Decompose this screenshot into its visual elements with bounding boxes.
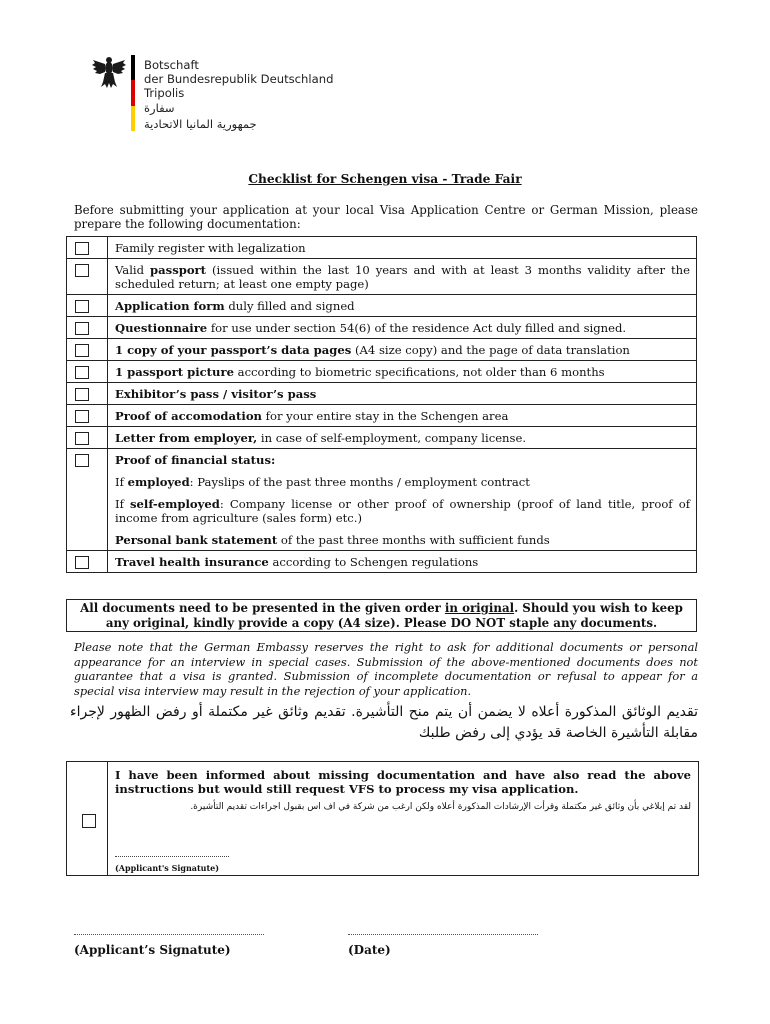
- checkbox[interactable]: [75, 264, 89, 277]
- checklist-row: [67, 295, 697, 317]
- signature-label: (Applicant's Signatute): [115, 863, 220, 873]
- notice-underlined: in original: [444, 601, 515, 615]
- item-bank-statement: Personal bank statement: [115, 533, 278, 547]
- item-self-employed-bold: self-employed: [130, 497, 220, 511]
- divider: [107, 762, 108, 875]
- item-text: duly filled and signed: [224, 299, 355, 313]
- embassy-name-line1: Botschaft: [144, 58, 199, 72]
- item-text: according to Schengen regulations: [268, 555, 479, 569]
- signature-line[interactable]: [115, 856, 229, 857]
- checkbox[interactable]: [75, 454, 89, 467]
- acknowledgment-arabic: لقد تم إبلاغي بأن وثائق غير مكتملة وقرأت الإرشادات المذكورة أعلاه ولكن ارغب من شركة في اف اس بقبول اجراءات تقديم التأشيرة.: [190, 802, 691, 812]
- item-employed-details: : Payslips of the past three months / employment contract: [189, 475, 530, 489]
- applicant-signature-label: (Applicant’s Signatute): [74, 943, 231, 957]
- applicant-signature-line[interactable]: [74, 934, 264, 935]
- acknowledgment-box: [66, 761, 699, 876]
- checkbox[interactable]: [75, 410, 89, 423]
- item-health-insurance: Travel health insurance: [115, 555, 269, 569]
- item-employed-bold: employed: [127, 475, 190, 489]
- acknowledgment-text: I have been informed about missing documentation and have also read the above instructions but would still request VFS to process my visa application.: [115, 768, 691, 796]
- item-self-employed-details: : Company license or other proof of ownership (proof of land title, proof of income from agriculture (sales form) etc.): [115, 497, 691, 525]
- item-application-form: Application form: [115, 299, 225, 313]
- item-text: Valid: [115, 263, 151, 277]
- item-text: for use under section 54(6) of the residence Act duly filled and signed.: [207, 321, 627, 335]
- checklist-row: [67, 449, 697, 551]
- checklist-row: [67, 405, 697, 427]
- item-text: (A4 size copy) and the page of data translation: [351, 343, 630, 357]
- checkbox[interactable]: [75, 432, 89, 445]
- checklist-row: [67, 339, 697, 361]
- item-family-register: Family register with legalization: [115, 241, 306, 255]
- intro-text: Before submitting your application at your local Visa Application Centre or German Mission, please prepare the following documentation:: [74, 203, 698, 231]
- item-text: If: [115, 497, 131, 511]
- item-text: for your entire stay in the Schengen area: [261, 409, 509, 423]
- checklist-row: [67, 361, 697, 383]
- page-title: Checklist for Schengen visa - Trade Fair: [248, 172, 522, 186]
- checklist-row: [67, 383, 697, 405]
- notice-text: All documents need to be presented in the given order: [80, 601, 445, 615]
- item-financial-status: Proof of financial status:: [115, 453, 276, 467]
- item-passport-bold: passport: [150, 263, 207, 277]
- item-passport-picture: 1 passport picture: [115, 365, 234, 379]
- federal-eagle-icon: [92, 54, 126, 90]
- acknowledgment-checkbox[interactable]: [82, 814, 96, 828]
- item-questionnaire: Questionnaire: [115, 321, 208, 335]
- item-accomodation: Proof of accomodation: [115, 409, 262, 423]
- checklist-row: [67, 551, 697, 573]
- item-text: in case of self-employment, company license.: [257, 431, 527, 445]
- item-text: according to biometric specifications, not older than 6 months: [233, 365, 605, 379]
- date-label: (Date): [348, 943, 391, 957]
- checkbox[interactable]: [75, 344, 89, 357]
- checklist-row: [67, 427, 697, 449]
- item-exhibitor-pass: Exhibitor’s pass / visitor’s pass: [115, 387, 317, 401]
- embassy-name-line2: der Bundesrepublik Deutschland: [144, 72, 334, 86]
- item-passport-details: (issued within the last 10 years and with at least 3 months validity after the scheduled return; at least one empty page): [115, 263, 690, 291]
- checklist-row: [67, 237, 697, 259]
- checkbox[interactable]: [75, 300, 89, 313]
- checkbox[interactable]: [75, 322, 89, 335]
- checklist-table: [66, 236, 697, 573]
- arabic-disclaimer: تقديم الوثائق المذكورة أعلاه لا يضمن أن يتم منح التأشيرة. تقديم وثائق غير مكتملة أو رفض الظهور لإجراء مقابلة التأشيرة الخاصة قد يؤدي إلى رفض طلبك: [70, 704, 698, 741]
- checkbox[interactable]: [75, 242, 89, 255]
- embassy-arabic-line2: جمهورية المانيا الاتحادية: [144, 117, 257, 131]
- item-employer-letter: Letter from employer,: [115, 431, 258, 445]
- checkbox[interactable]: [75, 556, 89, 569]
- checklist-row: [67, 317, 697, 339]
- original-documents-notice: [66, 599, 697, 632]
- embassy-disclaimer: Please note that the German Embassy reserves the right to ask for additional documents or personal appearance for an interview in special cases. Submission of the above-mentioned documents does not guarantee that a visa is granted. Submission of incomplete documentation or refusal to appear for a special visa interview may result in the rejection of your application.: [74, 640, 698, 698]
- embassy-city: Tripolis: [144, 86, 185, 100]
- flag-stripe: [131, 55, 135, 131]
- date-line[interactable]: [348, 934, 538, 935]
- item-passport-copy: 1 copy of your passport’s data pages: [115, 343, 352, 357]
- checkbox[interactable]: [75, 366, 89, 379]
- item-text: If: [115, 475, 128, 489]
- item-text: of the past three months with sufficient funds: [277, 533, 550, 547]
- notice-text: . Should you wish to keep any original, kindly provide a copy (A4 size). Please DO NOT staple any documents.: [105, 601, 683, 630]
- embassy-arabic-line1: سفارة: [144, 101, 175, 115]
- checkbox[interactable]: [75, 388, 89, 401]
- checklist-row: [67, 259, 697, 295]
